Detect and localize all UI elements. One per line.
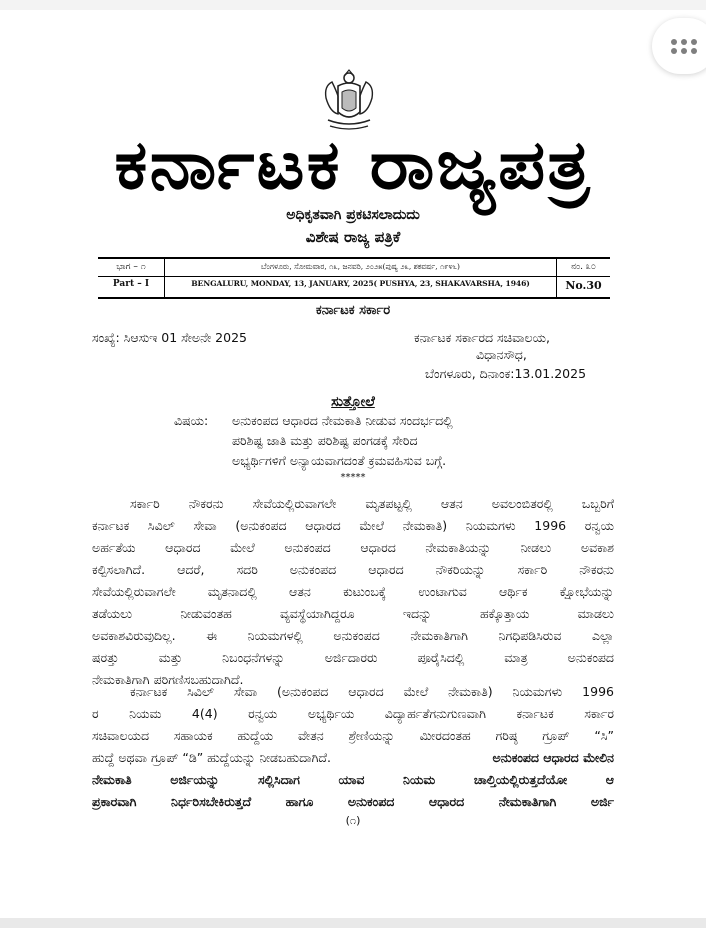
number-english: No.30	[565, 279, 602, 292]
paragraph-2-line: ಕರ್ನಾಟಕ ಸಿವಿಲ್ ಸೇವಾ (ಅನುಕಂಪದ ಆಧಾರದ ಮೇಲೆ ನೇಮಕಾತಿ) ನಿಯಮಗಳು 1996	[130, 684, 614, 699]
paragraph-1-line: ತಡೆಯಲು ನೀಡುವಂತಹ ವ್ಯವಸ್ಥೆಯಾಗಿದ್ದರೂ ಇದನ್ನು ಹಕ್ಕೊತ್ತಾಯ ಮಾಡಲು	[92, 606, 614, 621]
order-number: ಸಂಖ್ಯೆ: ಸಿಆಸುಇ 01 ಸೇಅನೇ 2025	[92, 330, 247, 345]
paragraph-1-line: ಷರತ್ತು ಮತ್ತು ನಿಬಂಧನೆಗಳನ್ನು ಅರ್ಜಿದಾರರು ಪೂರೈಸಿದಲ್ಲಿ ಮಾತ್ರ ಅನುಕಂಪದ	[92, 650, 614, 665]
subject-line-3: ಅಭ್ಯರ್ಥಿಗಳಿಗೆ ಅನ್ಯಾಯವಾಗದಂತೆ ಕ್ರಮವಹಿಸುವ ಬಗ್ಗೆ.	[232, 453, 447, 468]
bottom-strip	[0, 918, 706, 928]
subject-line-2: ಪರಿಶಿಷ್ಟ ಜಾತಿ ಮತ್ತು ಪರಿಶಿಷ್ಟ ಪಂಗಡಕ್ಕೆ ಸೇರಿದ	[232, 433, 418, 448]
paragraph-1-line: ನೇಮಕಾತಿಗಾಗಿ ಪರಿಗಣಿಸಬಹುದಾಗಿದೆ.	[92, 672, 244, 687]
gazette-edition: ವಿಶೇಷ ರಾಜ್ಯ ಪತ್ರಿಕೆ	[305, 228, 401, 246]
gazette-subtitle: ಅಧಿಕೃತವಾಗಿ ಪ್ರಕಟಿಸಲಾದುದು	[286, 207, 420, 223]
separator: *****	[340, 472, 366, 483]
paragraph-1-line: ಕಲ್ಪಿಸಲಾಗಿದೆ. ಆದರೆ, ಸದರಿ ಅನುಕಂಪದ ಆಧಾರದ ನೌಕರಿಯನ್ನು ಸರ್ಕಾರಿ ನೌಕರನು	[92, 562, 614, 577]
date-kannada: ಬೆಂಗಳೂರು, ಸೋಮವಾರ, ೧೩, ಜನವರಿ, ೨೦೨೫(ಪುಷ್ಯ ೨೩, ಶಕವರ್ಷ, ೧೯೪೬)	[260, 262, 460, 271]
paragraph-1-line: ಸೇವೆಯಲ್ಲಿರುವಾಗಲೇ ಮೃತನಾದಲ್ಲಿ ಆತನ ಕುಟುಂಬಕ್ಕೆ ಉಂಟಾಗುವ ಆರ್ಥಿಕ ಕ್ಷೋಭೆಯನ್ನು	[92, 584, 614, 599]
address-line-2: ವಿಧಾನಸೌಧ,	[476, 347, 527, 362]
number-kannada: ನಂ. ೩೦	[571, 262, 596, 272]
circular-heading: ಸುತ್ತೋಲೆ	[331, 394, 375, 410]
paragraph-2-line: ಸಚಿವಾಲಯದ ಸಹಾಯಕ ಹುದ್ದೆಯ ವೇತನ ಶ್ರೇಣಿಯನ್ನು ಮೀರದಂತಹ ಗರಿಷ್ಠ ಗ್ರೂಪ್ “ಸಿ”	[92, 728, 614, 743]
gazette-title: ಕರ್ನಾಟಕ ರಾಜ್ಯಪತ್ರ	[114, 126, 592, 205]
menu-button[interactable]	[652, 18, 706, 74]
paragraph-2-bold-line: ಪ್ರಕಾರವಾಗಿ ನಿರ್ಧರಿಸಬೇಕಿರುತ್ತದೆ ಹಾಗೂ ಅನುಕಂಪದ ಆಧಾರದ ನೇಮಕಾತಿಗಾಗಿ ಅರ್ಜಿ	[92, 794, 614, 809]
subject-label: ವಿಷಯ:	[174, 413, 209, 428]
part-cell	[98, 259, 165, 297]
subject-line-1: ಅನುಕಂಪದ ಆಧಾರದ ನೇಮಕಾತಿ ನೀಡುವ ಸಂದರ್ಭದಲ್ಲಿ	[232, 413, 453, 428]
state-emblem-icon	[318, 68, 380, 132]
dots-grid-icon	[671, 39, 697, 55]
date-english: BENGALURU, MONDAY, 13, JANUARY, 2025( PUSHYA, 23, SHAKAVARSHA, 1946)	[191, 279, 530, 288]
page-number: (೧)	[345, 814, 361, 827]
paragraph-1-line: ಕರ್ನಾಟಕ ಸಿವಿಲ್ ಸೇವಾ (ಅನುಕಂಪದ ಆಧಾರದ ಮೇಲೆ ನೇಮಕಾತಿ) ನಿಯಮಗಳು 1996 ರನ್ವಯ	[92, 518, 614, 533]
part-kannada: ಭಾಗ – ೧	[116, 262, 146, 272]
part-english: Part – I	[112, 279, 150, 289]
paragraph-2-line: ರ ನಿಯಮ 4(4) ರನ್ವಯ ಅಭ್ಯರ್ಥಿಯ ವಿದ್ಯಾರ್ಹತೆಗನುಗುಣವಾಗಿ ಕರ್ನಾಟಕ ಸರ್ಕಾರ	[92, 706, 614, 721]
government-name: ಕರ್ನಾಟಕ ಸರ್ಕಾರ	[315, 303, 391, 318]
paragraph-1-line: ಸರ್ಕಾರಿ ನೌಕರನು ಸೇವೆಯಲ್ಲಿರುವಾಗಲೇ ಮೃತಪಟ್ಟಲ್ಲಿ ಆತನ ಅವಲಂಬಿತರಲ್ಲಿ ಒಬ್ಬರಿಗೆ	[130, 496, 614, 511]
number-cell	[557, 259, 610, 297]
paragraph-2-bold-line: ನೇಮಕಾತಿ ಅರ್ಜಿಯನ್ನು ಸಲ್ಲಿಸಿದಾಗ ಯಾವ ನಿಯಮ ಚಾಲ್ತಿಯಲ್ಲಿರುತ್ತದೆಯೋ ಆ	[92, 772, 614, 787]
issue-header	[98, 257, 610, 299]
paragraph-1-line: ಅರ್ಹತೆಯ ಆಧಾರದ ಮೇಲೆ ಅನುಕಂಪದ ಆಧಾರದ ನೇಮಕಾತಿಯನ್ನು ನೀಡಲು ಅವಕಾಶ	[92, 540, 614, 555]
paragraph-1-line: ಅವಕಾಶವಿರುವುದಿಲ್ಲ. ಈ ನಿಯಮಗಳಲ್ಲಿ ಅನುಕಂಪದ ನೇಮಕಾತಿಗಾಗಿ ನಿಗಧಿಪಡಿಸಿರುವ ಎಲ್ಲಾ	[92, 628, 614, 643]
date-cell	[165, 259, 557, 297]
paragraph-2-bold-tail: ಅನುಕಂಪದ ಆಧಾರದ ಮೇಲಿನ	[492, 750, 614, 765]
paragraph-2-line: ಹುದ್ದೆ ಅಥವಾ ಗ್ರೂಪ್ “ಡಿ” ಹುದ್ದೆಯನ್ನು ನೀಡಬಹುದಾಗಿದೆ.	[92, 750, 331, 765]
address-date-line: ಬೆಂಗಳೂರು, ದಿನಾಂಕ:13.01.2025	[425, 366, 587, 381]
address-line-1: ಕರ್ನಾಟಕ ಸರ್ಕಾರದ ಸಚಿವಾಲಯ,	[414, 330, 550, 345]
